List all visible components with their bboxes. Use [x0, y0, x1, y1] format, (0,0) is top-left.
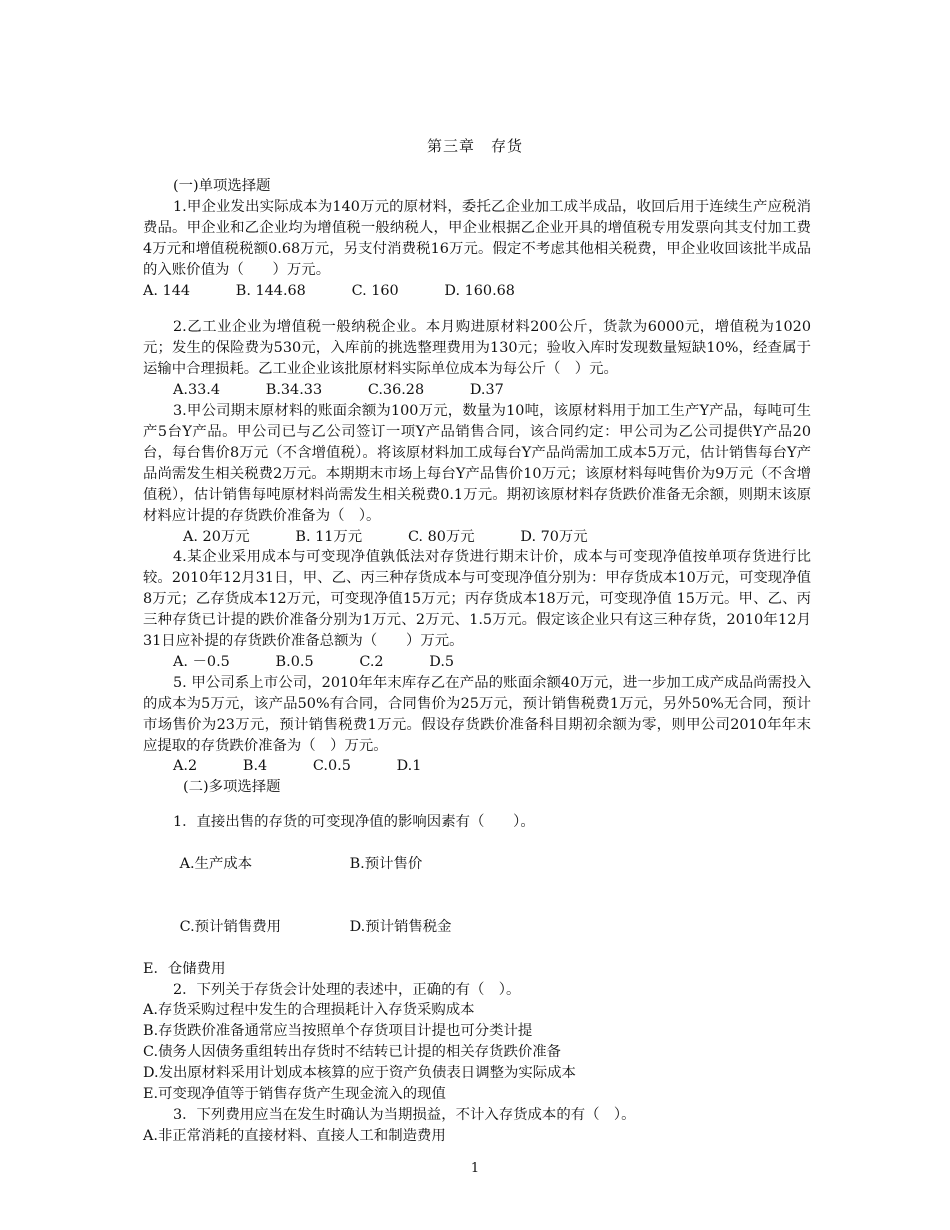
option-e: E．仓储费用 [143, 960, 226, 977]
document-body [143, 176, 811, 1147]
page-number: 1 [470, 1161, 480, 1176]
option-c: C.债务人因债务重组转出存货时不结转已计提的相关存货跌价准备 [143, 1044, 562, 1061]
question-text: 3．下列费用应当在发生时确认为当期损益，不计入存货成本的有（ ）。 [173, 1106, 636, 1123]
question-text: 5. 甲公司系上市公司，2010年年末库存乙在产品的账面余额40万元，进一步加工成产成品尚需投入的成本为5万元，该产品50%有合同，合同售价为25万元，预计销售税费1万元，另外50%无合同，预计市场售价为23万元，预计销售税费1万元。假设存货跌价准备科目期初余额为零，则甲公司2010年年末应提取的存货跌价准备为（ ）万元。 [143, 674, 811, 754]
question-options: A. 20万元 B. 11万元 C. 80万元 D. 70万元 [183, 528, 588, 545]
question-text: 1．直接出售的存货的可变现净值的影响因素有（ ）。 [173, 814, 535, 831]
question-options: A. －0.5 B.0.5 C.2 D.5 [173, 653, 455, 670]
question-options-row [143, 833, 811, 896]
question-text: 2．下列关于存货会计处理的表述中，正确的有（ ）。 [173, 981, 521, 998]
option-b: B.预计售价 [349, 856, 423, 873]
question-text: 3.甲公司期末原材料的账面余额为100万元，数量为10吨，该原材料用于加工生产Y产品，每吨可生产5台Y产品。甲公司已与乙公司签订一项Y产品销售合同，该合同约定：甲公司为乙公司提供Y产品20台，每台售价8万元（不含增值税）。将该原材料加工成每台Y产品尚需加工成本5万元，估计销售每台Y产品尚需发生相关税费2万元。本期期末市场上每台Y产品售价10万元；该原材料每吨售价为9万元（不含增值税），估计销售每吨原材料尚需发生相关税费0.1万元。期初该原材料存货跌价准备无余额，则期末该原材料应计提的存货跌价准备为（ ）。 [143, 403, 811, 524]
option-a: A.存货采购过程中发生的合理损耗计入存货采购成本 [143, 1002, 475, 1019]
option-a: A.非正常消耗的直接材料、直接人工和制造费用 [143, 1127, 446, 1144]
section-heading-multiple-choice: (二)多项选择题 [183, 779, 281, 796]
question-block [143, 812, 811, 979]
question-options: A.2 B.4 C.0.5 D.1 [173, 758, 422, 775]
section-heading-single-choice: (一)单项选择题 [173, 178, 271, 194]
question-block [143, 1105, 811, 1147]
question-options: A. 144 B. 144.68 C. 160 D. 160.68 [143, 282, 515, 299]
option-a: A.生产成本 [179, 856, 253, 873]
option-c: C.预计销售费用 [179, 918, 282, 935]
question-block [143, 673, 811, 778]
question-block [143, 401, 811, 547]
option-b: B.存货跌价准备通常应当按照单个存货项目计提也可分类计提 [143, 1023, 533, 1040]
page-title: 第三章 存货 [426, 137, 523, 155]
option-e: E.可变现净值等于销售存货产生现金流入的现值 [143, 1086, 446, 1103]
question-block [143, 980, 811, 1105]
option-d: D.预计销售税金 [349, 918, 452, 935]
question-block [143, 197, 811, 302]
question-block [143, 317, 811, 401]
question-text: 4.某企业采用成本与可变现净值孰低法对存货进行期末计价，成本与可变现净值按单项存货进行比较。2010年12月31日，甲、乙、丙三种存货成本与可变现净值分别为：甲存货成本10万元，可变现净值8万元；乙存货成本12万元，可变现净值15万元；丙存货成本18万元，可变现净值 15万元。甲、乙、丙三种存货已计提的跌价准备分别为1万元、2万元、1.5万元。假定该企业只有这三种存货，2010年12月31日应补提的存货跌价准备总额为（ ）万元。 [143, 549, 811, 650]
question-text: 2.乙工业企业为增值税一般纳税企业。本月购进原材料200公斤，货款为6000元，增值税为1020元；发生的保险费为530元，入库前的挑选整理费用为130元；验收入库时发现数量短缺10%，经查属于运输中合理损耗。乙工业企业该批原材料实际单位成本为每公斤（ ）元。 [143, 319, 811, 378]
question-block [143, 547, 811, 672]
question-options-row [143, 896, 811, 959]
question-text: 1.甲企业发出实际成本为140万元的原材料，委托乙企业加工成半成品，收回后用于连续生产应税消费品。甲企业和乙企业均为增值税一般纳税人，甲企业根据乙企业开具的增值税专用发票向其支付加工费4万元和增值税税额0.68万元，另支付消费税16万元。假定不考虑其他相关税费，甲企业收回该批半成品的入账价值为（ ）万元。 [143, 198, 811, 278]
option-d: D.发出原材料采用计划成本核算的应于资产负债表日调整为实际成本 [143, 1065, 576, 1082]
question-options: A.33.4 B.34.33 C.36.28 D.37 [173, 382, 504, 399]
